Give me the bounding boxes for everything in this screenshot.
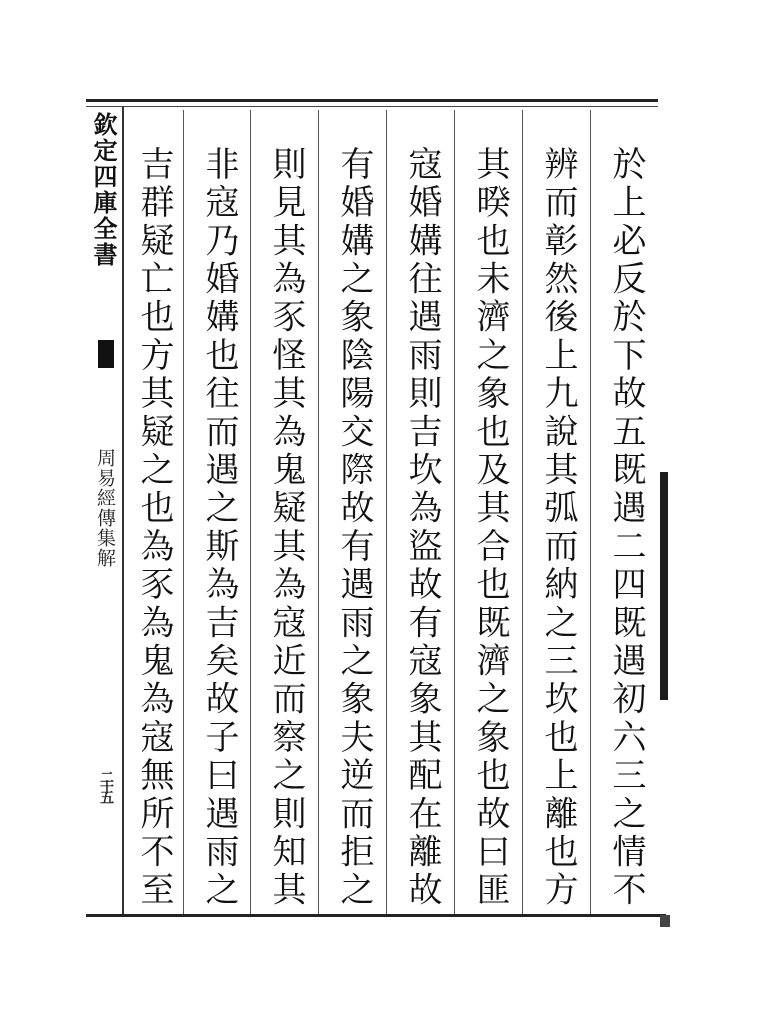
page-number: 二十五: [98, 770, 114, 800]
bottom-border-rule: [86, 914, 666, 917]
text-column-1: 於上必反於下故五既遇二四既遇初六三之情不: [606, 146, 646, 910]
text-column-6: 則見其為豕怪其為鬼疑其為寇近而察之則知其: [266, 146, 306, 910]
margin-dash: [660, 915, 670, 927]
text-column-2: 辨而彰然後上九說其弧而納之三坎也上離也方: [538, 146, 578, 910]
margin-mark: [660, 472, 668, 700]
column-divider: [454, 110, 455, 914]
column-divider: [318, 110, 319, 914]
top-inner-rule: [86, 106, 658, 107]
text-column-8: 吉群疑亡也方其疑之也為豕為鬼為寇無所不至: [134, 146, 174, 910]
column-divider: [386, 110, 387, 914]
text-column-5: 有婚媾之象陰陽交際故有遇雨之象夫逆而拒之: [334, 146, 374, 910]
text-column-7: 非寇乃婚媾也往而遇之斯為吉矣故子曰遇雨之: [199, 146, 239, 910]
top-border-rule: [86, 99, 658, 102]
text-column-3: 其暌也未濟之象也及其合也既濟之象也故曰匪: [470, 146, 510, 910]
book-title: 周易經傳集解: [94, 448, 116, 568]
fish-tail-mark: [98, 340, 114, 368]
text-column-4: 寇婚媾往遇雨則吉坎為盜故有寇象其配在離故: [402, 146, 442, 910]
column-divider: [590, 110, 591, 914]
column-divider: [522, 110, 523, 914]
collection-title: 欽定四庫全書: [89, 112, 118, 268]
column-divider: [250, 110, 251, 914]
